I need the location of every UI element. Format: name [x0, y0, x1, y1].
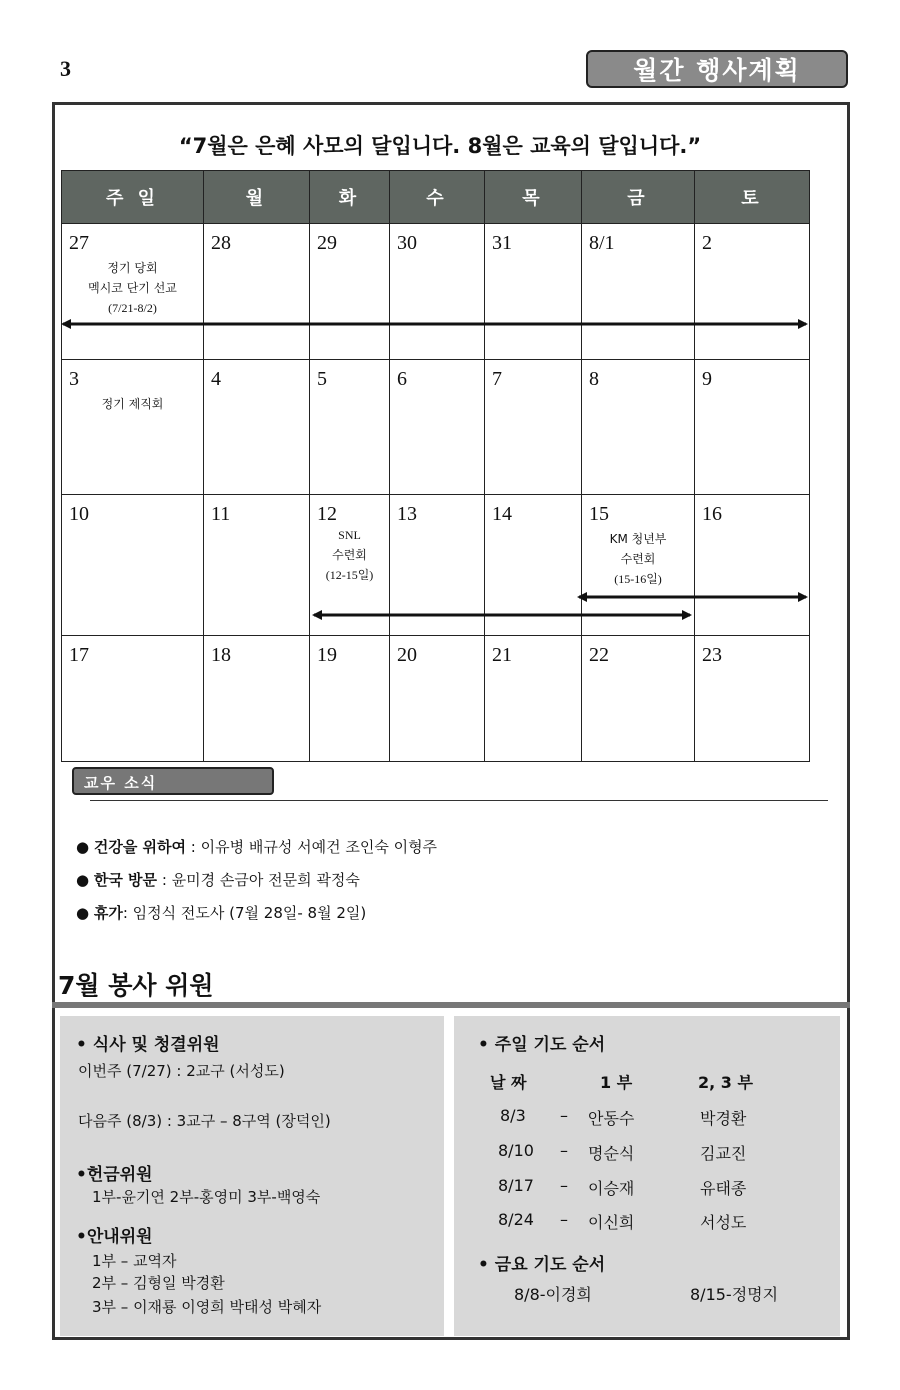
event-text: (7/21-8/2)	[108, 301, 157, 315]
day-events	[62, 258, 203, 318]
day-cell	[485, 224, 582, 360]
monthly-motto: “7월은 은혜 사모의 달입니다. 8월은 교육의 달입니다.”	[178, 134, 702, 158]
sunday-prayer-heading: • 주일 기도 순서	[478, 1035, 606, 1055]
event-text: 정기 당회	[107, 261, 158, 275]
day-cell	[485, 636, 582, 762]
day-cell	[62, 495, 204, 636]
prayer-second: 박경환	[700, 1109, 747, 1128]
day-number: 17	[69, 644, 89, 666]
day-number: 23	[702, 644, 722, 666]
friday-prayer-heading: • 금요 기도 순서	[478, 1255, 606, 1275]
prayer-first: 안동수	[588, 1109, 635, 1128]
weekday-mon: 월	[204, 171, 310, 224]
usher-heading: •안내위원	[76, 1227, 153, 1247]
news-item-text: 이유병 배규성 서예건 조인숙 이형주	[200, 838, 438, 856]
day-number: 27	[69, 232, 89, 254]
prayer-dash: –	[560, 1141, 568, 1160]
prayer-date: 8/17	[498, 1176, 534, 1195]
day-cell	[485, 495, 582, 636]
news-item-label: 한국 방문	[93, 871, 158, 889]
prayer-date: 8/24	[498, 1210, 534, 1229]
day-cell	[62, 224, 204, 360]
day-cell	[695, 360, 810, 495]
day-cell	[390, 360, 485, 495]
day-cell	[695, 224, 810, 360]
day-number: 10	[69, 503, 89, 525]
week-row	[62, 636, 810, 762]
event-text: 멕시코 단기 선교	[88, 281, 177, 295]
event-text: SNL	[338, 528, 361, 542]
weekday-thu: 목	[485, 171, 582, 224]
day-cell	[310, 360, 390, 495]
day-events	[310, 525, 389, 585]
day-cell	[204, 360, 310, 495]
day-events	[62, 394, 203, 414]
event-text: 수련회	[332, 548, 367, 562]
day-cell	[582, 360, 695, 495]
news-item-label: 건강을 위하여	[93, 838, 187, 856]
day-cell	[310, 636, 390, 762]
news-item-label: 휴가	[93, 904, 123, 922]
prayer-dash: –	[560, 1176, 568, 1195]
offering-heading: •헌금위원	[76, 1165, 153, 1185]
day-cell	[695, 636, 810, 762]
day-number: 28	[211, 232, 231, 254]
day-number: 8/1	[589, 232, 615, 254]
day-number: 16	[702, 503, 722, 525]
day-number: 22	[589, 644, 609, 666]
service-title: 7월 봉사 위원	[58, 971, 214, 1000]
day-number: 6	[397, 368, 407, 390]
weekday-tue: 화	[310, 171, 390, 224]
usher-line: 1부 – 교역자	[92, 1252, 177, 1270]
day-cell	[62, 360, 204, 495]
day-number: 31	[492, 232, 512, 254]
day-number: 4	[211, 368, 221, 390]
col-first-header: 1 부	[600, 1073, 633, 1092]
day-number: 12	[317, 503, 337, 525]
event-text: KM 청년부	[609, 532, 667, 546]
event-text: (12-15일)	[325, 568, 374, 582]
col-date-header: 날 짜	[490, 1073, 527, 1092]
day-cell	[310, 224, 390, 360]
prayer-date: 8/10	[498, 1141, 534, 1160]
day-cell	[695, 495, 810, 636]
friday-prayer-1: 8/8-이경희	[514, 1285, 592, 1304]
weekday-header	[62, 171, 810, 224]
weekday-fri: 금	[582, 171, 695, 224]
news-list	[76, 836, 437, 935]
prayer-first: 이신희	[588, 1213, 635, 1232]
event-text: (15-16일)	[614, 572, 662, 586]
day-number: 20	[397, 644, 417, 666]
news-item: ● 휴가: 임정식 전도사 (7월 28일- 8월 2일)	[76, 904, 367, 922]
service-left-panel	[60, 1016, 444, 1336]
prayer-dash: –	[560, 1106, 568, 1125]
day-cell	[204, 636, 310, 762]
day-number: 9	[702, 368, 712, 390]
news-divider	[90, 800, 828, 801]
day-cell	[390, 495, 485, 636]
news-item-sep: :	[157, 871, 172, 889]
day-number: 21	[492, 644, 512, 666]
day-cell	[485, 360, 582, 495]
prayer-date: 8/3	[500, 1106, 526, 1125]
calendar-table	[61, 170, 810, 762]
header-title: 월간 행사계획	[586, 50, 848, 88]
prayer-second: 김교진	[700, 1144, 747, 1163]
news-section-tab: 교우 소식	[72, 767, 274, 795]
prayer-dash: –	[560, 1210, 568, 1229]
day-number: 8	[589, 368, 599, 390]
day-cell	[204, 495, 310, 636]
week-row	[62, 224, 810, 360]
day-number: 5	[317, 368, 327, 390]
service-right-panel	[454, 1016, 840, 1336]
meal-heading: • 식사 및 청결위원	[76, 1035, 220, 1055]
day-number: 13	[397, 503, 417, 525]
news-item-text: 임정식 전도사 (7월 28일- 8월 2일)	[132, 904, 367, 922]
event-text: 정기 제직회	[101, 397, 164, 411]
week-row	[62, 495, 810, 636]
weekday-sat: 토	[695, 171, 810, 224]
news-item: ● 건강을 위하여 : 이유병 배규성 서예건 조인숙 이형주	[76, 838, 438, 856]
prayer-first: 이승재	[588, 1179, 635, 1198]
day-number: 19	[317, 644, 337, 666]
news-item-text: 윤미경 손금아 전문희 곽정숙	[171, 871, 360, 889]
news-item: ● 한국 방문 : 윤미경 손금아 전문희 곽정숙	[76, 871, 360, 889]
col-second-header: 2, 3 부	[698, 1073, 753, 1092]
week-row	[62, 360, 810, 495]
usher-line: 3부 – 이재룡 이영희 박태성 박혜자	[92, 1298, 322, 1316]
day-number: 14	[492, 503, 512, 525]
day-number: 29	[317, 232, 337, 254]
day-cell	[582, 636, 695, 762]
prayer-second: 유태종	[700, 1179, 747, 1198]
news-item-sep: :	[186, 838, 201, 856]
usher-line: 2부 – 김형일 박경환	[92, 1274, 225, 1292]
day-number: 2	[702, 232, 712, 254]
service-divider	[52, 1002, 850, 1008]
day-number: 15	[589, 503, 609, 525]
event-text: 수련회	[620, 552, 656, 566]
day-number: 11	[211, 503, 231, 525]
news-item-sep: :	[122, 904, 133, 922]
day-number: 18	[211, 644, 231, 666]
day-cell	[62, 636, 204, 762]
friday-prayer-2: 8/15-정명지	[690, 1285, 779, 1304]
weekday-wed: 수	[390, 171, 485, 224]
weekday-sun: 주 일	[62, 171, 204, 224]
day-cell	[582, 224, 695, 360]
page-number: 3	[60, 56, 71, 81]
day-number: 3	[69, 368, 79, 390]
day-cell	[310, 495, 390, 636]
day-cell	[390, 636, 485, 762]
day-number: 30	[397, 232, 417, 254]
day-cell	[582, 495, 695, 636]
prayer-second: 서성도	[700, 1213, 747, 1232]
prayer-first: 명순식	[588, 1144, 635, 1163]
day-number: 7	[492, 368, 502, 390]
meal-next-week: 다음주 (8/3) : 3교구 – 8구역 (장덕인)	[78, 1112, 331, 1130]
day-events	[582, 529, 694, 589]
meal-this-week: 이번주 (7/27) : 2교구 (서성도)	[78, 1062, 285, 1080]
day-cell	[204, 224, 310, 360]
offering-line: 1부-윤기연 2부-홍영미 3부-백영숙	[92, 1188, 321, 1206]
day-cell	[390, 224, 485, 360]
